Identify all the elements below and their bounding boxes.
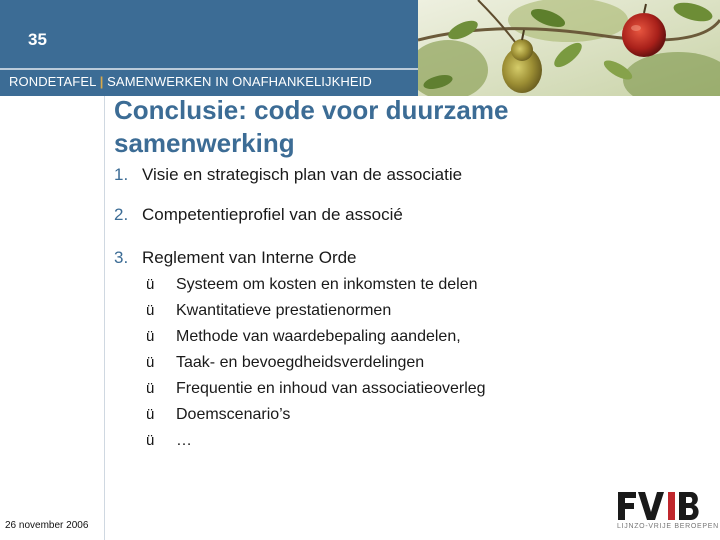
checklist-item-text: Frequentie en inhoud van associatieoverleg: [176, 380, 486, 397]
numbered-item-3: [114, 248, 357, 268]
item-text: Visie en strategisch plan van de associatie: [142, 165, 463, 184]
checklist: [146, 276, 486, 458]
checklist-item: [146, 328, 486, 354]
checklist-item-text: …: [176, 432, 192, 449]
checklist-item: [146, 302, 486, 328]
checkmark-icon: ü: [146, 432, 155, 449]
header-strip-separator: |: [99, 74, 104, 89]
slide-title-line2: samenwerking: [114, 128, 295, 158]
item-text: Competentieprofiel van de associé: [142, 205, 403, 224]
header-divider: [0, 68, 418, 70]
checklist-item-text: Taak- en bevoegdheidsverdelingen: [176, 354, 425, 371]
item-number: 3.: [114, 248, 129, 267]
checklist-item-text: Doemscenario’s: [176, 406, 291, 423]
logo-tagline: LIJNZO-VRIJE BEROEPEN: [617, 523, 719, 530]
slide-number: 35: [28, 30, 47, 49]
checkmark-icon: ü: [146, 354, 155, 371]
item-number: 1.: [114, 165, 129, 184]
header-strip-part1: RONDETAFEL: [9, 74, 96, 89]
checkmark-icon: ü: [146, 276, 155, 293]
checkmark-icon: ü: [146, 380, 155, 397]
checklist-item-text: Systeem om kosten en inkomsten te delen: [176, 276, 478, 293]
numbered-item-1: [114, 165, 462, 185]
checklist-item: [146, 354, 486, 380]
checklist-item-text: Kwantitatieve prestatienormen: [176, 302, 392, 319]
numbered-item-2: [114, 205, 403, 225]
header-photo-fruit-tree: [418, 0, 720, 96]
slide-title: [114, 94, 554, 160]
checklist-item: [146, 432, 486, 458]
footer-date: 26 november 2006: [5, 520, 89, 531]
checkmark-icon: ü: [146, 302, 155, 319]
item-text: Reglement van Interne Orde: [142, 248, 357, 267]
item-number: 2.: [114, 205, 129, 224]
checklist-item: [146, 406, 486, 432]
header-strip: [9, 74, 372, 89]
left-rail: [0, 96, 105, 540]
checkmark-icon: ü: [146, 406, 155, 423]
header-strip-part2: SAMENWERKEN IN ONAFHANKELIJKHEID: [107, 74, 372, 89]
checklist-item: [146, 276, 486, 302]
checklist-item: [146, 380, 486, 406]
checkmark-icon: ü: [146, 328, 155, 345]
checklist-item-text: Methode van waardebepaling aandelen,: [176, 328, 461, 345]
slide-title-line1: Conclusie: code voor duurzame: [114, 95, 509, 125]
